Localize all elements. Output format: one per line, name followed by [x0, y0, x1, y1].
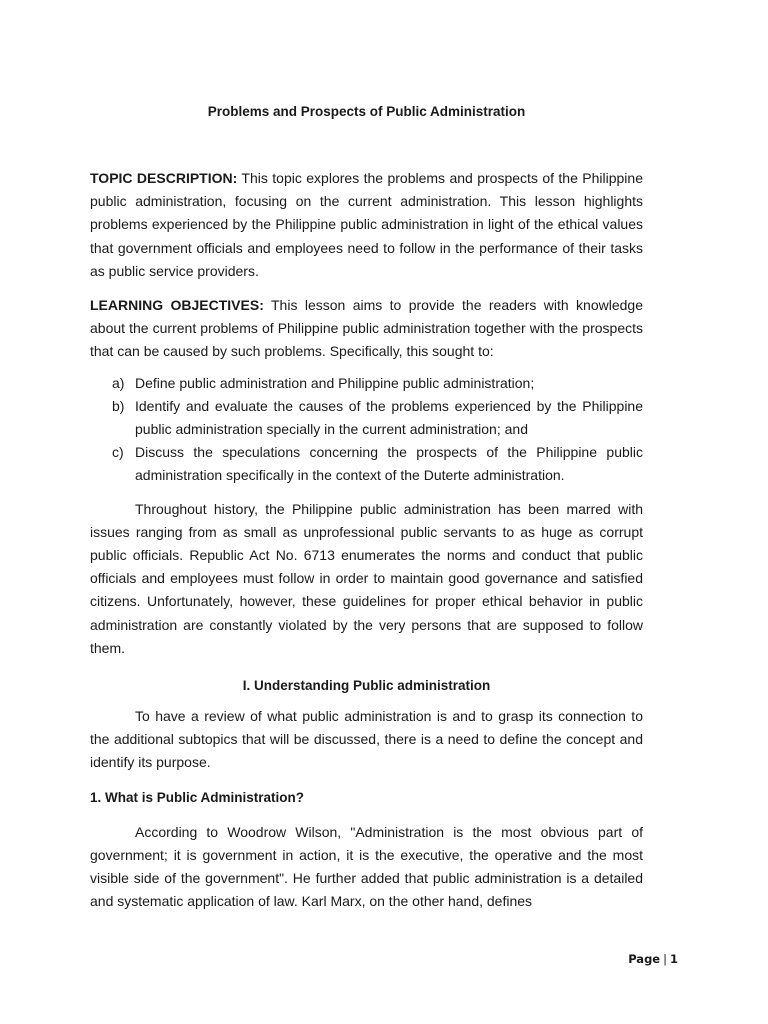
objective-item: [112, 395, 643, 441]
learning-objectives-text: This lesson aims to provide the readers with knowledge about the current problems of Philippine public administration together with the prospects that can be caused by such problems. Specifically, this sought to:: [90, 297, 643, 360]
topic-description-label: TOPIC DESCRIPTION:: [90, 170, 238, 186]
objective-marker: c): [112, 444, 124, 461]
learning-objectives-label: LEARNING OBJECTIVES:: [90, 297, 264, 314]
page-label: Page: [628, 952, 661, 966]
page-footer: [628, 952, 678, 966]
objective-text: Identify and evaluate the causes of the problems experienced by the Philippine public administration specially in the current administration; and: [135, 397, 643, 438]
objective-item: [112, 372, 643, 395]
section-paragraph: To have a review of what public administration is and to grasp its connection to the additional subtopics that will be discussed, there is a need to define the concept and identify its purpose.: [90, 708, 643, 771]
learning-objectives-paragraph: [90, 294, 643, 364]
objective-text: Define public administration and Philippine public administration;: [135, 374, 535, 391]
objectives-list: [90, 372, 643, 488]
page-number: 1: [669, 952, 678, 966]
objective-marker: b): [112, 397, 125, 414]
objective-item: [112, 441, 643, 487]
subsection-paragraph: According to Woodrow Wilson, "Administration is the most obvious part of government; it is government in action, it is the executive, the operative and the most visible side of the government". He further added that public administration is a detailed and systematic application of law. Karl Marx, on the other hand, defines: [90, 823, 643, 910]
document-title: Problems and Prospects of Public Administration: [207, 104, 526, 119]
document-page: [90, 100, 643, 924]
objective-marker: a): [112, 374, 125, 391]
page-separator: |: [663, 952, 667, 966]
topic-description-text: This topic explores the problems and prospects of the Philippine public administration, focusing on the current administration. This lesson highlights problems experienced by the Philippine public administration in light of the ethical values that government officials and employees need to follow in the performance of their tasks as public service providers.: [90, 170, 643, 279]
intro-paragraph: Throughout history, the Philippine public administration has been marred with issues ranging from as small as unprofessional public servants to as huge as corrupt public officials. Republic Act No. 6713 enumerates the norms and conduct that public officials and employees must follow in order to maintain good governance and satisfied citizens. Unfortunately, however, these guidelines for proper ethical behavior in public administration are constantly violated by the very persons that are supposed to follow them.: [90, 500, 643, 656]
topic-description-paragraph: [90, 167, 643, 283]
section-heading: I. Understanding Public administration: [242, 678, 491, 694]
subsection-heading: 1. What is Public Administration?: [90, 789, 305, 805]
objective-text: Discuss the speculations concerning the prospects of the Philippine public administration specifically in the context of the Duterte administration.: [135, 444, 643, 484]
